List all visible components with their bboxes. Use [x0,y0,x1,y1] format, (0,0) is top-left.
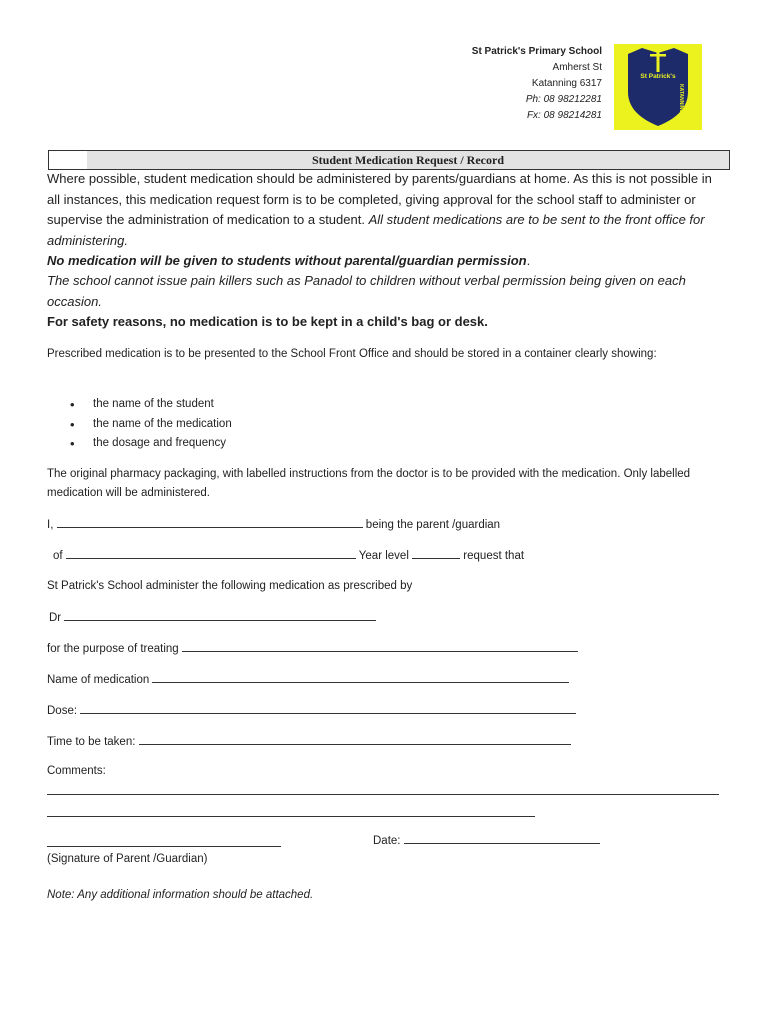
intro-front-office: All student medications are to be sent to the front office for administering. [47,212,705,248]
requirements-list [70,395,232,454]
intro-text: Where possible, student medication should be administered by parents/guardians at home. As this is not possible in all instances, this medication request form is to be completed, giving approval for the school staff to administer or supervise the administration of medication to a student. [47,171,712,227]
school-address [472,44,602,124]
form-title: Student Medication Request / Record [312,153,504,167]
student-name-field[interactable] [66,547,356,559]
prescribed-text: Prescribed medication is to be presented to the School Front Office and should be stored in a container clearly showing: [47,348,657,360]
intro-paragraph [47,169,727,251]
dose-row: Dose: [47,702,576,719]
school-name: St Patrick's Primary School [471,46,602,57]
logo-side-text: KATANNING [678,84,684,114]
year-level-field[interactable] [412,547,460,559]
bullet-icon: • [70,397,75,412]
warning-pain-killers: The school cannot issue pain killers such as Panadol to children without verbal permission being given on each occasion. [47,273,686,309]
bullet-icon: • [70,436,75,451]
pharmacy-text: The original pharmacy packaging, with labelled instructions from the doctor is to be provided with the medication. Only labelled medication will be administered. [47,468,691,499]
doctor-row: Dr [49,609,376,626]
school-fax: Fx: 08 98214281 [526,110,602,121]
list-item: • the dosage and frequency [70,434,232,454]
date-row: Date: [373,832,600,849]
note-text: Note: Any additional information should be attached. [47,889,314,901]
student-row: of Year level request that [53,547,524,564]
list-item: • the name of the medication [70,415,232,435]
school-phone: Ph: 08 98212281 [525,94,602,105]
list-item: • the name of the student [70,395,232,415]
purpose-field[interactable] [182,640,578,652]
signature-field[interactable] [47,846,281,847]
school-logo [614,44,702,130]
warning-safety: For safety reasons, no medication is to be kept in a child's bag or desk. [47,314,488,329]
school-street: Amherst St [552,62,602,73]
comments-label: Comments: [47,765,106,777]
comments-line-1[interactable] [47,794,719,795]
doctor-field[interactable] [64,609,376,621]
date-field[interactable] [404,832,600,844]
medication-name-row: Name of medication [47,671,569,688]
medication-name-field[interactable] [152,671,569,683]
bullet-icon: • [70,416,75,432]
dose-field[interactable] [80,702,576,714]
time-row: Time to be taken: [47,733,571,750]
school-town: Katanning 6317 [531,78,602,89]
warning-permission: No medication will be given to students without parental/guardian permission. [47,253,531,268]
parent-name-field[interactable] [57,516,363,528]
signature-label: (Signature of Parent /Guardian) [47,853,208,865]
purpose-row: for the purpose of treating [47,640,578,657]
form-title-bar [48,150,730,170]
time-field[interactable] [139,733,571,745]
logo-text: St Patrick's [640,73,676,80]
comments-line-2[interactable] [47,816,535,817]
administer-text: St Patrick's School administer the following medication as prescribed by [47,580,413,592]
parent-name-row: I, being the parent /guardian [47,516,500,533]
